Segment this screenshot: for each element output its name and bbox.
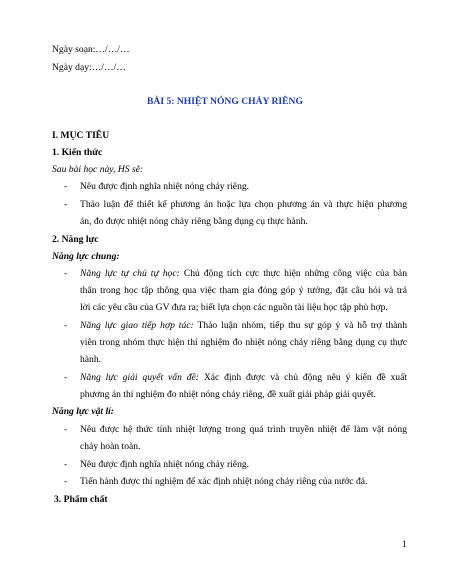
list-item: Năng lực giải quyết vấn đề: Xác định được và chủ động nêu ý kiến đề xuất [80,372,407,383]
list-item-continued: thân trong học tập thông qua việc tham gia đóng góp ý tưởng, đặt câu hỏi và trả [80,285,407,296]
list-item: Nêu được định nghĩa nhiệt nóng chảy riêng. [80,181,250,192]
list-item: Thảo luận để thiết kế phương án hoặc lựa chọn phương án và thực hiện phương [80,199,407,210]
bullet-dash: - [64,459,68,470]
lesson-title: BÀI 5: NHIỆT NÓNG CHẢY RIÊNG [147,96,303,107]
bullet-dash: - [64,320,68,331]
list-item: Nêu được định nghĩa nhiệt nóng chảy riêng. [80,459,250,470]
list-item-continued: hành. [80,354,102,365]
knowledge-intro: Sau bài học này, HS sẽ: [52,164,144,175]
physics-competency-heading: Năng lực vật lí: [52,406,114,417]
section-heading-objectives: I. MỤC TIÊU [52,130,110,141]
bullet-dash: - [64,476,68,487]
list-item: Tiến hành được thí nghiệm để xác định nhiệt nóng chảy riêng của nước đá. [80,476,368,487]
list-item: Nêu được hệ thức tính nhiệt lượng trong quá trình truyền nhiệt để làm vật nóng [80,424,407,435]
list-item-continued: án, đo được nhiệt nóng chảy riêng bằng dụng cụ thực hành. [80,216,308,227]
bullet-dash: - [64,424,68,435]
bullet-dash: - [64,199,68,210]
subheading-knowledge: 1. Kiến thức [52,147,103,158]
list-item-continued: chảy hoàn toàn. [80,441,141,452]
list-item-continued: phương án thí nghiệm đo nhiệt nóng chảy riêng, đề xuất giải pháp giải quyết. [80,389,376,400]
general-competency-heading: Năng lực chung: [52,251,120,262]
page-number: 1 [402,539,407,550]
subheading-qualities: 3. Phẩm chất [54,494,108,505]
bullet-dash: - [64,181,68,192]
list-item-continued: lời các yêu cầu của GV đưa ra; biết lựa chọn các nguồn tài liệu học tập phù hợp. [80,302,388,313]
prep-date: Ngày soạn:…/…/… [52,44,130,55]
bullet-dash: - [64,268,68,279]
subheading-competency: 2. Năng lực [52,234,99,245]
list-item: Năng lực giao tiếp hợp tác: Thảo luận nhóm, tiếp thu sự góp ý và hỗ trợ thành [80,320,408,331]
bullet-dash: - [64,372,68,383]
list-item-continued: viên trong nhóm thực hiện thí nghiệm đo nhiệt nóng chảy riêng bằng dụng cụ thực [80,337,407,348]
teach-date: Ngày dạy:…/…/… [52,62,126,73]
list-item: Năng lực tự chủ tự học: Chủ động tích cực thực hiện những công việc của bản [80,268,407,279]
